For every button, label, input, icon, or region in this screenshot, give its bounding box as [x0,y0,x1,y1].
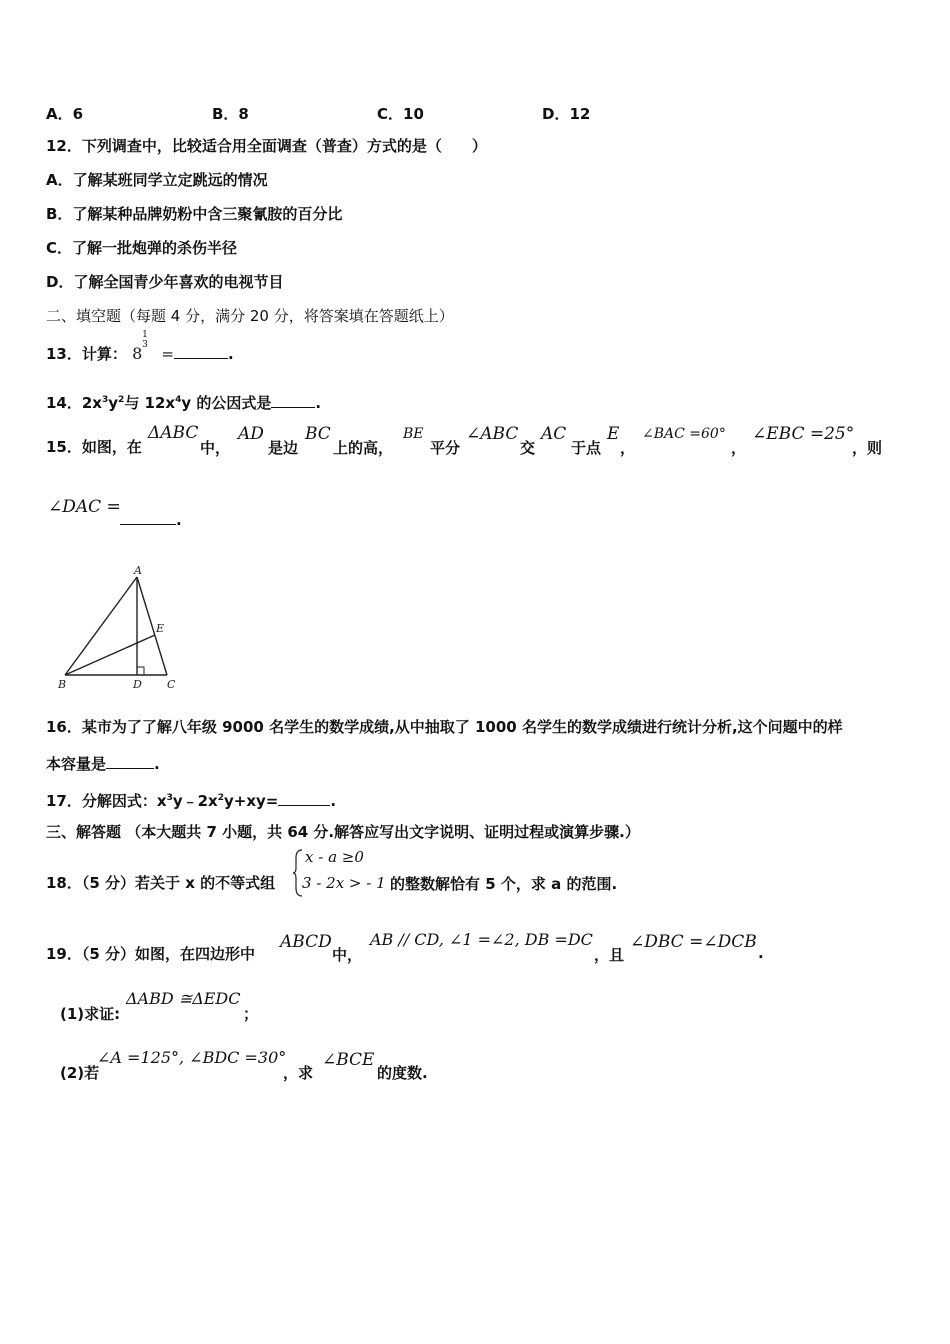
semicolon: ； [243,1005,259,1023]
triangle-abc: ΔABC [148,423,199,443]
inequality-2: 3 - 2x > - 1 [302,874,386,892]
q15-text-shibian: 是边 [268,439,299,457]
question-12-option-d: D．了解全国青少年喜欢的电视节目 [46,273,284,291]
question-17 [46,788,336,811]
question-13-label: 13．计算： [46,345,127,363]
period: . [227,345,234,363]
q19-text-qie: ，且 [594,946,625,964]
q15-text-pingfen: 平分 [430,439,461,457]
bisector-be [65,635,155,675]
q17-text-1: 17．分解因式：x [46,792,167,810]
period: . [330,792,337,810]
option-a: A．6 [46,105,84,123]
option-b: B．8 [212,105,249,123]
part-1-label: (1)求证: [60,1005,121,1023]
answer-blank [271,393,315,408]
segment-bc: BC [305,424,331,444]
angle-dac: ∠DAC = [48,497,121,517]
side-ab [65,577,137,675]
q19-angle-equality: ∠DBC =∠DCB [630,932,757,952]
section-3-heading: 三、解答题 （本大题共 7 小题，共 64 分.解答应写出文字说明、证明过程或演算步骤.） [46,823,640,841]
question-14 [46,390,321,413]
period: . [154,755,160,773]
q14-text-4: y 的公因式是 [181,394,272,412]
q15-text-ze: ，则 [852,439,883,457]
q16-text: 本容量是 [46,755,107,773]
question-12-option-b: B．了解某种品牌奶粉中含三聚氰胺的百分比 [46,205,343,223]
question-16-line-1: 16．某市为了了解八年级 9000 名学生的数学成绩,从中抽取了 1000 名学生的数学成绩进行统计分析,这个问题中的样 [46,718,843,736]
q15-text-zhong: 中， [200,439,231,457]
point-e: E [607,424,620,444]
triangle-figure [55,565,195,695]
angle-bac-60: ∠BAC =60° [642,426,726,442]
answer-blank [106,754,154,769]
q15-text-jiao: 交 [520,439,536,457]
q17-sup-2: 2 [217,793,224,803]
segment-be: BE [403,426,424,442]
exponent-numerator: 1 [142,330,148,340]
q15-text-yudian: 于点 [571,439,602,457]
q19-conditions: AB // CD, ∠1 =∠2, DB =DC [370,930,593,949]
q14-sup-2: 2 [118,395,125,405]
inequality-1: x - a ≥0 [305,848,364,866]
question-19-label: 19．（5 分）如图，在四边形中 [46,945,256,963]
part-2-label: (2)若 [60,1064,100,1082]
q14-sup-1: 3 [102,395,109,405]
figure-label-b: B [58,678,67,691]
answer-blank [120,510,176,525]
q17-text-3: y+xy= [223,792,279,810]
question-12-option-c: C．了解一批炮弹的杀伤半径 [46,239,238,257]
quadrilateral-abcd: ABCD [280,932,332,952]
q15-text-shang: 上的高， [333,439,394,457]
option-c: C．10 [377,105,424,123]
q15-comma-1: ， [620,439,636,457]
figure-label-a: A [134,565,142,577]
question-15-label: 15．如图，在 [46,438,142,456]
question-12-option-a: A．了解某班同学立定跳远的情况 [46,171,268,189]
question-12-stem: 12．下列调查中，比较适合用全面调查（普查）方式的是（ ） [46,137,487,155]
right-angle-mark [137,667,144,675]
figure-label-c: C [167,678,176,691]
option-d: D．12 [542,105,591,123]
q15-comma-2: ， [731,439,747,457]
answer-blank [278,791,330,806]
answer-blank [174,344,228,359]
q19-2-text-qiu: ，求 [283,1064,314,1082]
q14-text-3: 与 12x [124,394,176,412]
equals-sign: = [161,345,174,363]
q19-text-zhong: 中， [332,946,363,964]
question-18-tail: 的整数解恰有 5 个，求 a 的范围. [390,875,618,893]
exponent-denominator: 3 [142,340,148,350]
fraction-exponent [142,330,148,350]
angle-bce: ∠BCE [322,1050,375,1070]
given-angles: ∠A =125°, ∠BDC =30° [97,1048,287,1067]
segment-ad: AD [238,424,264,444]
congruence-expression: ΔABD ≅ΔEDC [126,989,241,1008]
period: . [758,944,764,962]
angle-abc: ∠ABC [466,424,519,444]
question-13 [46,330,234,364]
figure-label-e: E [156,622,165,635]
period: . [176,511,182,529]
question-16-line-2 [46,754,160,774]
power-expression [132,330,148,363]
angle-ebc-25: ∠EBC =25° [752,424,855,444]
figure-label-d: D [133,678,142,691]
question-18-label: 18．（5 分）若关于 x 的不等式组 [46,874,276,892]
q14-text-2: y [108,394,119,412]
q17-sup-1: 3 [166,793,173,803]
section-2-heading: 二、填空题（每题 4 分，满分 20 分，将答案填在答题纸上） [46,307,454,325]
q17-text-2: y﹣2x [172,792,218,810]
q19-2-tail: 的度数. [377,1064,428,1082]
period: . [315,394,322,412]
q14-sup-3: 4 [175,395,182,405]
q14-text-1: 14．2x [46,394,102,412]
segment-ac: AC [541,424,567,444]
power-base: 8 [132,344,143,363]
q15-answer [120,510,182,529]
